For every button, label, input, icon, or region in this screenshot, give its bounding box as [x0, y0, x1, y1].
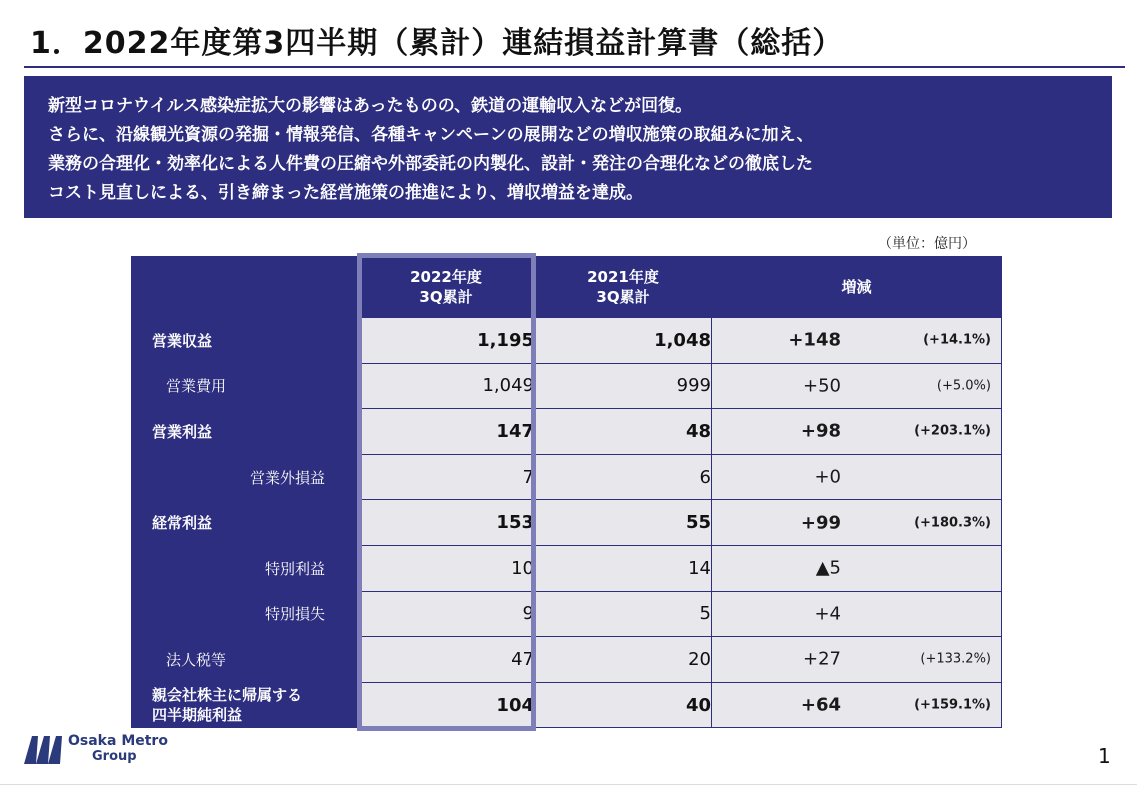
table-row — [132, 545, 1002, 591]
change-cell — [712, 409, 1002, 455]
value-2022-3q: 147 — [358, 409, 535, 455]
summary-line: 業務の合理化・効率化による人件費の圧縮や外部委託の内製化、設計・発注の合理化などの徹底した — [48, 154, 813, 174]
value-2022-3q: 153 — [358, 500, 535, 546]
change-value: +64 — [800, 694, 841, 716]
header-change: 増減 — [712, 257, 1002, 318]
row-label-text: 親会社株主に帰属する — [152, 686, 303, 705]
value-2022-3q: 9 — [358, 591, 535, 637]
header-label-blank — [132, 257, 358, 318]
row-label-text: 特別損失 — [264, 605, 325, 624]
footer-divider — [0, 784, 1137, 785]
header-2021-3q — [535, 257, 712, 318]
value-2021-3q: 5 — [535, 591, 712, 637]
value-2021-3q: 14 — [535, 545, 712, 591]
value-2022-3q: 10 — [358, 545, 535, 591]
row-label — [132, 682, 358, 728]
row-label — [132, 363, 358, 409]
table-row — [132, 409, 1002, 455]
logo-text-group: Group — [92, 749, 137, 764]
row-label-text: 営業外損益 — [249, 468, 325, 487]
change-value: +0 — [814, 466, 841, 488]
change-cell — [712, 318, 1002, 364]
income-statement-table — [131, 256, 1002, 728]
change-cell — [712, 682, 1002, 728]
table-row — [132, 500, 1002, 546]
value-2021-3q: 55 — [535, 500, 712, 546]
logo-text-osaka-metro: Osaka Metro — [68, 733, 168, 749]
table-row — [132, 454, 1002, 500]
change-cell — [712, 454, 1002, 500]
table-row — [132, 318, 1002, 364]
row-label — [132, 637, 358, 683]
value-2022-3q: 7 — [358, 454, 535, 500]
change-percent: (+159.1%) — [914, 697, 991, 713]
company-logo — [22, 730, 182, 770]
row-label-text: 法人税等 — [166, 650, 227, 669]
value-2022-3q: 1,049 — [358, 363, 535, 409]
unit-note: （単位：億円） — [878, 236, 976, 252]
summary-line: さらに、沿線観光資源の発掘・情報発信、各種キャンペーンの展開などの増収施策の取組みに加え、 — [48, 125, 814, 145]
value-2021-3q: 40 — [535, 682, 712, 728]
change-value: +99 — [800, 512, 841, 534]
value-2022-3q: 104 — [358, 682, 535, 728]
change-percent: (+133.2%) — [920, 651, 991, 667]
change-cell — [712, 363, 1002, 409]
header-line: 2021年度 — [587, 268, 659, 286]
change-percent: (+14.1%) — [923, 332, 991, 348]
value-2021-3q: 20 — [535, 637, 712, 683]
change-value: +27 — [803, 648, 841, 670]
row-label — [132, 409, 358, 455]
change-cell — [712, 637, 1002, 683]
row-label-text: 特別利益 — [264, 559, 325, 578]
header-line: 3Q累計 — [419, 288, 473, 306]
change-percent: (+5.0%) — [936, 378, 991, 394]
row-label — [132, 500, 358, 546]
row-label — [132, 545, 358, 591]
page-number: 1 — [1098, 744, 1111, 768]
summary-box — [24, 76, 1112, 218]
row-label-text: 経常利益 — [152, 514, 213, 533]
value-2021-3q: 48 — [535, 409, 712, 455]
osaka-metro-logo-icon — [22, 732, 64, 766]
value-2022-3q: 1,195 — [358, 318, 535, 364]
change-cell — [712, 591, 1002, 637]
table-header-row — [132, 257, 1002, 318]
header-line: 2022年度 — [410, 268, 482, 286]
row-label — [132, 318, 358, 364]
table-row — [132, 591, 1002, 637]
summary-line: コスト見直しによる、引き締まった経営施策の推進により、増収増益を達成。 — [48, 183, 643, 203]
summary-line: 新型コロナウイルス感染症拡大の影響はあったものの、鉄道の運輸収入などが回復。 — [48, 96, 693, 116]
row-label-text: 営業利益 — [152, 422, 213, 441]
table-row — [132, 682, 1002, 728]
title-divider — [24, 66, 1125, 68]
value-2021-3q: 999 — [535, 363, 712, 409]
row-label — [132, 591, 358, 637]
change-percent: (+203.1%) — [914, 423, 991, 439]
row-label-text: 四半期純利益 — [152, 706, 243, 725]
header-line: 3Q累計 — [596, 288, 650, 306]
row-label — [132, 454, 358, 500]
table-row — [132, 637, 1002, 683]
table-row — [132, 363, 1002, 409]
change-value: ▲5 — [815, 557, 841, 579]
change-percent: (+180.3%) — [914, 515, 991, 531]
value-2022-3q: 47 — [358, 637, 535, 683]
change-cell — [712, 545, 1002, 591]
header-2022-3q — [358, 257, 535, 318]
page-title: 1．2022年度第3四半期（累計）連結損益計算書（総括） — [30, 26, 844, 61]
value-2021-3q: 1,048 — [535, 318, 712, 364]
change-value: +50 — [803, 375, 841, 397]
change-value: +148 — [788, 329, 841, 351]
value-2021-3q: 6 — [535, 454, 712, 500]
change-value: +98 — [800, 420, 841, 442]
row-label-text: 営業費用 — [166, 377, 227, 396]
change-value: +4 — [814, 603, 841, 625]
row-label-text: 営業収益 — [152, 331, 213, 350]
change-cell — [712, 500, 1002, 546]
table-body — [132, 318, 1002, 728]
